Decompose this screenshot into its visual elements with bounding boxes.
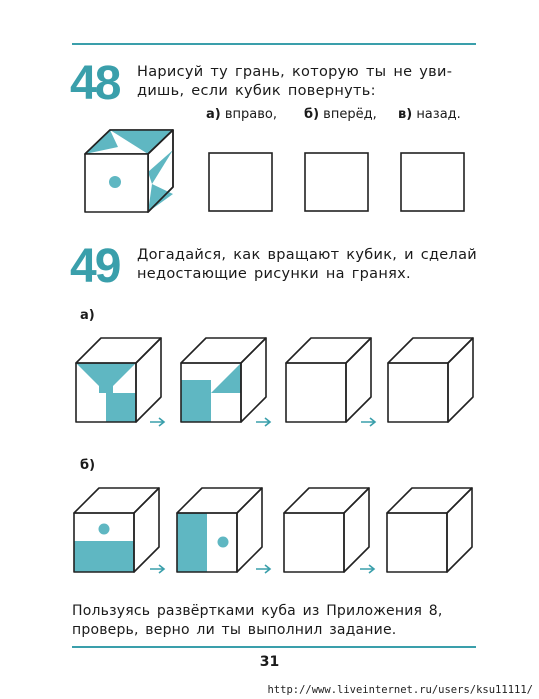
footer-instruction	[72, 602, 443, 640]
option-a-text: вправо,	[224, 107, 277, 122]
part-a-label: а)	[80, 308, 95, 323]
task-48-number: 48	[70, 57, 120, 110]
row-a-cube-2	[181, 338, 266, 422]
row-a-cube-4[interactable]	[388, 338, 473, 422]
face-pattern	[74, 541, 134, 572]
option-c-letter: в)	[398, 107, 413, 122]
face-pattern	[181, 393, 211, 422]
option-b-letter: б)	[304, 107, 320, 122]
face-pattern	[106, 393, 136, 422]
face-dot	[218, 537, 229, 548]
row-a-cube-3[interactable]	[286, 338, 371, 422]
task-48-text-line-2: дишь, если кубик повернуть:	[137, 83, 376, 99]
task-48-text-line-1: Нарисуй ту грань, которую ты не уви-	[137, 64, 453, 80]
source-url: http://www.liveinternet.ru/users/ksu11111/	[267, 684, 533, 696]
face-dot	[99, 524, 110, 535]
row-a-cube-1	[76, 338, 161, 422]
option-c-text: назад.	[416, 107, 461, 122]
task-49-text-line-2: недостающие рисунки на гранях.	[137, 266, 411, 282]
part-b-label: б)	[80, 458, 96, 473]
face-pattern	[177, 513, 207, 572]
bottom-rule	[72, 646, 476, 648]
face-pattern-strip	[181, 380, 211, 394]
option-a-letter: а)	[206, 107, 221, 122]
row-b-cube-2	[177, 488, 262, 572]
row-b-cube-3[interactable]	[284, 488, 369, 572]
footer-instruction-line-1: Пользуясь развёртками куба из Приложения 8,	[72, 603, 443, 619]
task-49-text-line-1: Догадайся, как вращают кубик, и сделай	[137, 247, 478, 263]
footer-instruction-line-2: проверь, верно ли ты выполнил задание.	[72, 622, 397, 638]
row-b-cube-1	[74, 488, 159, 572]
task-49-number: 49	[70, 240, 120, 293]
face-pattern-strip	[99, 363, 113, 393]
row-b-cube-4[interactable]	[387, 488, 472, 572]
page-number: 31	[259, 654, 280, 670]
option-b-text: вперёд,	[323, 107, 377, 122]
